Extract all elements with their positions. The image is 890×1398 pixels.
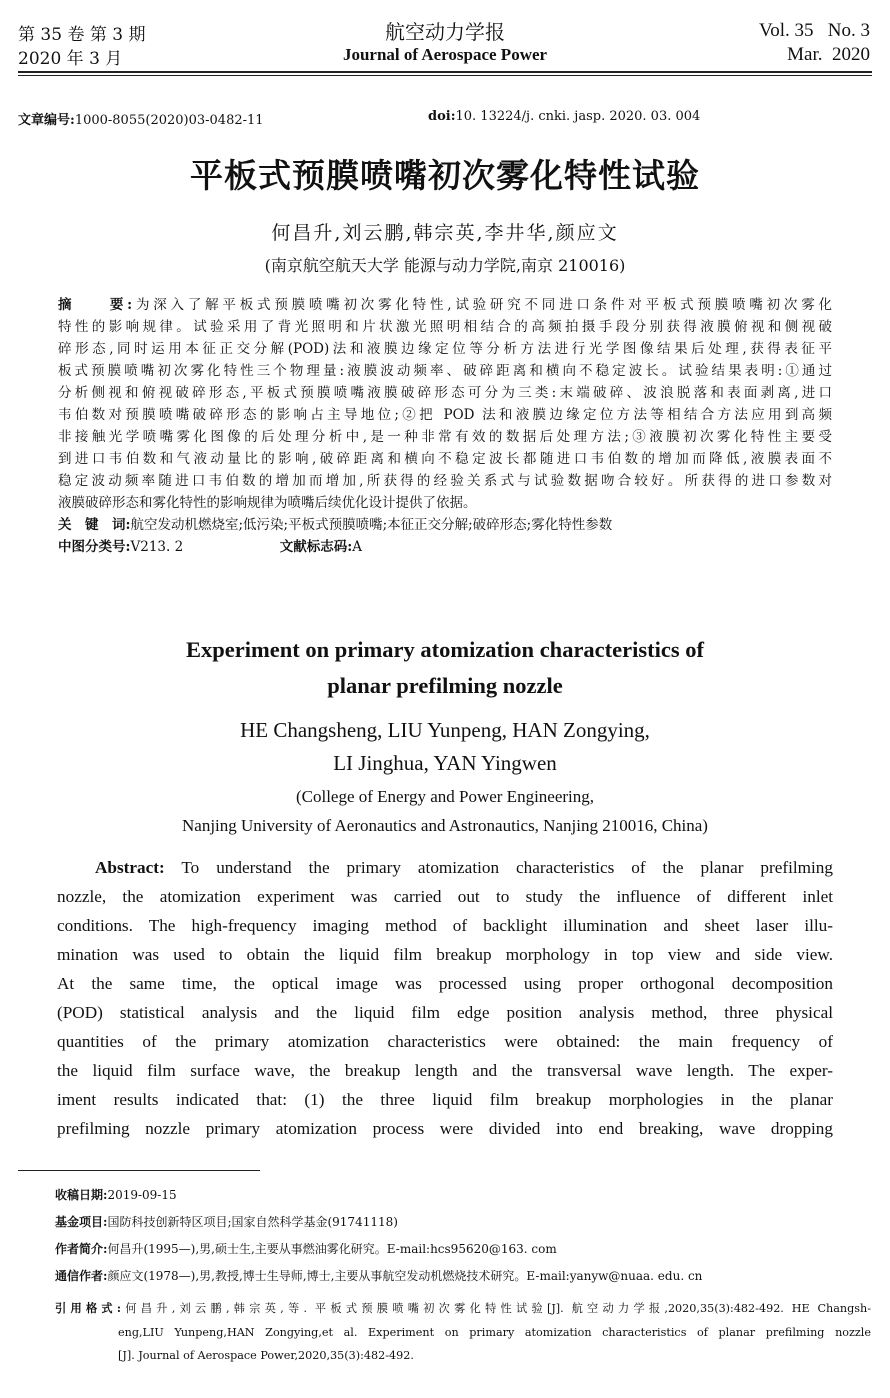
cn-keywords-text: 航空发动机燃烧室;低污染;平板式预膜喷嘴;本征正交分解;破碎形态;雾化特性参数 [130,517,613,533]
header-en-date: Mar. 2020 [787,44,870,65]
citation-text: 何昌升,刘云鹏,韩宗英,等. 平板式预膜喷嘴初次雾化特性试验[J]. 航空动力学报,2020,35(3):482-492. HE Changsh- [121,1302,871,1315]
cn-abstract-label: 摘 要: [58,297,133,313]
en-title-line1: Experiment on primary atomization characteristics of [185,637,704,662]
cn-abstract-line: 特性的影响规律。试验采用了背光照明和片状激光照明相结合的高频拍摄手段分别获得液膜俯视和侧视破 [58,319,832,335]
footnote-text: 国防科技创新特区项目;国家自然科学基金(91741118) [107,1215,398,1229]
footnotes [55,1182,855,1290]
en-abstract [57,853,833,1143]
cn-abstract-text: 为深入了解平板式预膜喷嘴初次雾化特性,试验研究不同进口条件对平板式预膜喷嘴初次雾化 [132,297,833,313]
en-abstract-line: (POD) statistical analysis and the liquid film edge position analysis method, three physical [57,1003,833,1022]
footnote-received [55,1182,855,1209]
en-abstract-text: To understand the primary atomization characteristics of the planar prefilming [181,858,833,877]
cn-abstract [58,294,832,558]
doi [428,109,700,124]
doc-code-label: 文献标志码: [279,539,353,555]
footnote-text: 何昌升(1995—),男,硕士生,主要从事燃油雾化研究。E-mail:hcs95620@163. com [107,1242,557,1256]
header-rule-bottom [18,75,872,76]
en-abstract-line: nozzle, the atomization experiment was carried out to study the influence of different inlet [57,887,833,906]
citation-line: eng,LIU Yunpeng,HAN Zongying,et al. Experiment on primary atomization characteristics of planar prefilming nozzle [118,1325,871,1339]
cn-abstract-line: 碎形态,同时运用本征正交分解(POD)法和液膜边缘定位等分析方法进行光学图像结果后处理,获得表征平 [58,341,832,357]
doc-code-value: A [352,539,363,555]
header-cn-journal: 航空动力学报 [385,20,505,44]
cn-abstract-line: 到进口韦伯数和气液动量比的影响,破碎距离和横向不稳定波长都随进口韦伯数的增加而降低,液膜表面不 [58,451,832,467]
doi-label: doi: [428,109,456,124]
cn-keywords [58,514,832,536]
clc-value: V213. 2 [130,539,184,555]
en-abstract-line: iment results indicated that: (1) the three liquid film breakup morphologies in the planar [57,1090,833,1109]
clc-label: 中图分类号: [58,539,131,555]
article-number-label: 文章编号: [18,113,75,128]
en-abstract-line: prefilming nozzle primary atomization process were divided into end breaking, wave dropping [57,1119,833,1138]
en-affiliation-line2: Nanjing University of Aeronautics and Astronautics, Nanjing 210016, China) [182,816,708,835]
cn-keywords-label: 关 键 词: [58,517,131,533]
footnote-rule [18,1170,260,1171]
footnote-label: 作者简介: [55,1242,108,1256]
en-abstract-line: the liquid film surface wave, the breakup length and the transversal wave length. The exper- [57,1061,833,1080]
citation [55,1297,871,1368]
footnote-author-bio [55,1236,855,1263]
footnote-text: 2019-09-15 [107,1188,177,1202]
en-abstract-line: conditions. The high-frequency imaging method of backlight illumination and sheet laser illu- [57,916,833,935]
cn-authors: 何昌升,刘云鹏,韩宗英,李井华,颜应文 [271,222,619,244]
header-cn-date: 2020 年 3 月 [18,49,123,69]
en-abstract-line [57,853,833,882]
en-abstract-line: quantities of the primary atomization characteristics were obtained: the main frequency of [57,1032,833,1051]
en-abstract-line: mination was used to obtain the liquid film breakup morphology in top view and side view. [57,945,833,964]
cn-abstract-line: 非接触光学喷嘴雾化图像的后处理分析中,是一种非常有效的数据后处理方法;③液膜初次雾化特性主要受 [58,429,832,445]
footnote-text: 颜应文(1978—),男,教授,博士生导师,博士,主要从事航空发动机燃烧技术研究。E-mail:yanyw@nuaa. edu. cn [107,1269,703,1283]
citation-line: [J]. Journal of Aerospace Power,2020,35(3):482-492. [118,1349,414,1362]
cn-abstract-line: 分析侧视和俯视破碎形态,平板式预膜喷嘴液膜破碎形态可分为三类:末端破碎、波浪脱落和表面剥离,进口 [58,385,832,401]
article-number-value: 1000-8055(2020)03-0482-11 [74,113,264,128]
footnote-label: 收稿日期: [55,1188,108,1202]
en-abstract-line: At the same time, the optical image was processed using proper orthogonal decomposition [57,974,833,993]
doi-value: 10. 13224/j. cnki. jasp. 2020. 03. 004 [455,109,701,124]
en-authors-line2: LI Jinghua, YAN Yingwen [333,751,557,775]
cn-abstract-line: 韦伯数对预膜喷嘴破碎形态的影响占主导地位;②把 POD 法和液膜边缘定位方法等相结合方法应用到高频 [58,407,832,423]
citation-line [55,1297,871,1321]
cn-abstract-line: 稳定波动频率随进口韦伯数的增加而增加,所获得的经验关系式与试验数据吻合较好。所获得的进口参数对 [58,473,832,489]
header-cn-volume: 第 35 卷 第 3 期 [18,25,146,45]
header-rule-top [18,71,872,73]
header-en-journal: Journal of Aerospace Power [342,45,548,64]
cn-title: 平板式预膜喷嘴初次雾化特性试验 [190,156,700,195]
cn-abstract-line: 液膜破碎形态和雾化特性的影响规律为喷嘴后续优化设计提供了依据。 [58,495,477,511]
cn-abstract-line: 板式预膜喷嘴初次雾化特性三个物理量:液膜波动频率、破碎距离和横向不稳定波长。试验结果表明:①通过 [58,363,832,379]
footnote-label: 通信作者: [55,1269,108,1283]
article-number [18,109,264,128]
footnote-funding [55,1209,855,1236]
header-en-volume: Vol. 35 No. 3 [758,20,870,41]
cn-abstract-line [58,294,832,316]
footnote-corresponding-author [55,1263,855,1290]
cn-classification [58,536,832,558]
footnote-label: 基金项目: [55,1215,108,1229]
en-affiliation-line1: (College of Energy and Power Engineering, [295,787,595,806]
en-authors-line1: HE Changsheng, LIU Yunpeng, HAN Zongying, [240,718,650,742]
en-abstract-label: Abstract: [95,858,165,877]
en-title-line2: planar prefilming nozzle [327,673,563,698]
citation-label: 引用格式: [55,1301,122,1315]
cn-affiliation: (南京航空航天大学 能源与动力学院,南京 210016) [264,256,626,275]
